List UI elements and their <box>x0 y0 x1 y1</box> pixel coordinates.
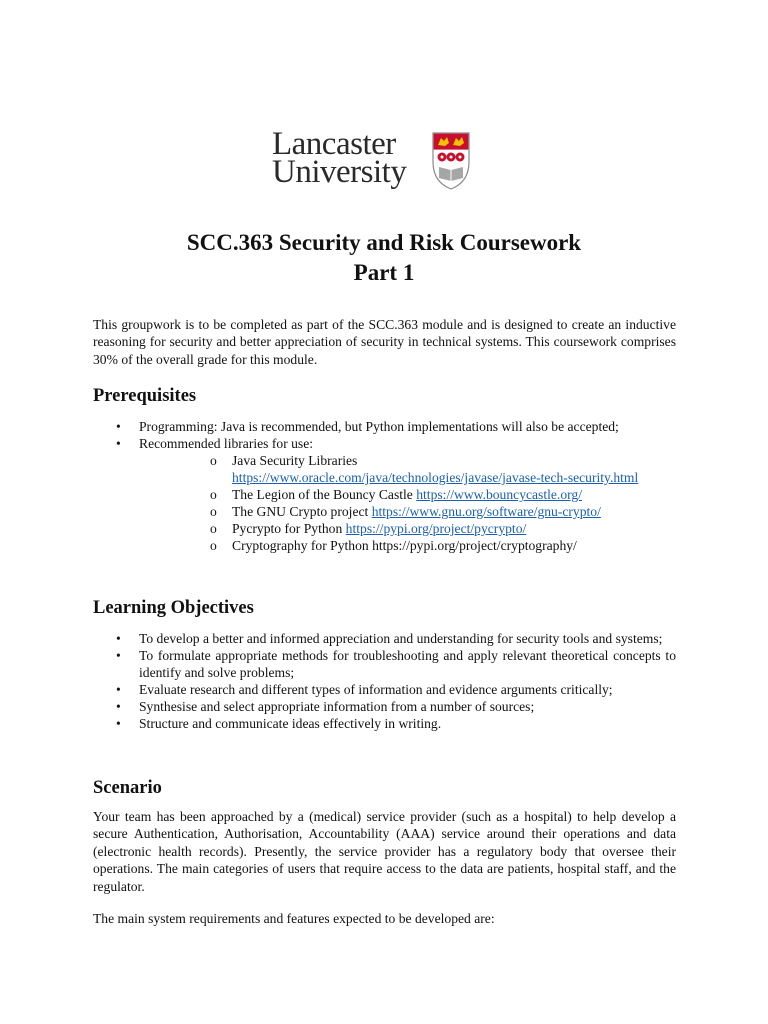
bullet-icon: • <box>116 436 121 451</box>
library-link[interactable]: https://pypi.org/project/pycrypto/ <box>345 521 527 536</box>
library-item <box>139 520 676 537</box>
library-name: Pycrypto for Python <box>232 521 343 536</box>
sub-bullet-icon: o <box>210 538 217 553</box>
intro-paragraph <box>93 316 676 368</box>
library-link[interactable]: https://www.gnu.org/software/gnu-crypto/ <box>371 504 601 519</box>
list-item <box>93 698 676 715</box>
list-item <box>93 681 676 698</box>
list-item-text: Programming: Java is recommended, but Python implementations will also be accepted; <box>139 419 619 434</box>
list-item <box>93 647 676 681</box>
list-item-text: To develop a better and informed appreciation and understanding for security tools and systems; <box>139 631 663 646</box>
sub-bullet-icon: o <box>210 453 217 468</box>
library-item <box>139 503 676 520</box>
requirements-intro-text: The main system requirements and features expected to be developed are: <box>93 911 495 926</box>
logo-line-2: University <box>272 154 407 190</box>
list-item <box>93 630 676 647</box>
library-name: The GNU Crypto project <box>232 504 369 519</box>
university-logo <box>272 128 502 198</box>
prerequisites-list <box>93 418 676 554</box>
library-item <box>139 486 676 503</box>
logo-line-1: Lancaster <box>272 126 396 162</box>
sub-bullet-icon: o <box>210 487 217 502</box>
bullet-icon: • <box>116 419 121 434</box>
list-item-text: Recommended libraries for use: <box>139 436 314 451</box>
bullet-icon: • <box>116 631 121 646</box>
scenario-text: Your team has been approached by a (medical) service provider (such as a hospital) to help develop a secure Authentication, Authorisation, Accountability (AAA) service around their operations and data (electronic health records). Presently, the service provider has a regulatory body that oversee their operations. The main categories of users that require access to the data are patients, hospital staff, and the regulator. <box>93 809 676 894</box>
list-item <box>93 418 676 435</box>
intro-text: This groupwork is to be completed as part of the SCC.363 module and is designed to create an inductive reasoning for security and better appreciation of security in technical systems. This coursework comprises 30% of the overall grade for this module. <box>93 317 676 367</box>
scenario-paragraph <box>93 808 676 895</box>
library-item <box>139 537 676 554</box>
list-item-text: Synthesise and select appropriate information from a number of sources; <box>139 699 535 714</box>
scenario-heading: Scenario <box>93 778 162 798</box>
document-subtitle: Part 1 <box>353 260 415 285</box>
bullet-icon: • <box>116 716 121 731</box>
library-link[interactable]: https://www.bouncycastle.org/ <box>416 487 582 502</box>
sub-bullet-icon: o <box>210 521 217 536</box>
bullet-icon: • <box>116 648 121 663</box>
library-name: Cryptography for Python https://pypi.org/project/cryptography/ <box>232 538 577 553</box>
crest-icon <box>432 132 470 190</box>
list-item <box>93 715 676 732</box>
list-item-text: To formulate appropriate methods for troubleshooting and apply relevant theoretical concepts to identify and solve problems; <box>139 648 676 680</box>
bullet-icon: • <box>116 682 121 697</box>
libraries-list <box>139 452 676 554</box>
sub-bullet-icon: o <box>210 504 217 519</box>
document-title: SCC.363 Security and Risk Coursework <box>186 230 582 255</box>
library-name: Java Security Libraries <box>232 453 358 468</box>
prerequisites-heading: Prerequisites <box>93 386 197 406</box>
library-item <box>139 452 676 486</box>
list-item-text: Evaluate research and different types of information and evidence arguments critically; <box>139 682 613 697</box>
list-item-text: Structure and communicate ideas effectively in writing. <box>139 716 442 731</box>
library-name: The Legion of the Bouncy Castle <box>232 487 413 502</box>
library-link[interactable]: https://www.oracle.com/java/technologies/javase/javase-tech-security.html <box>232 470 639 485</box>
requirements-intro-paragraph <box>93 910 676 927</box>
learning-objectives-list <box>93 630 676 732</box>
learning-objectives-heading: Learning Objectives <box>93 598 254 618</box>
list-item <box>93 435 676 554</box>
bullet-icon: • <box>116 699 121 714</box>
